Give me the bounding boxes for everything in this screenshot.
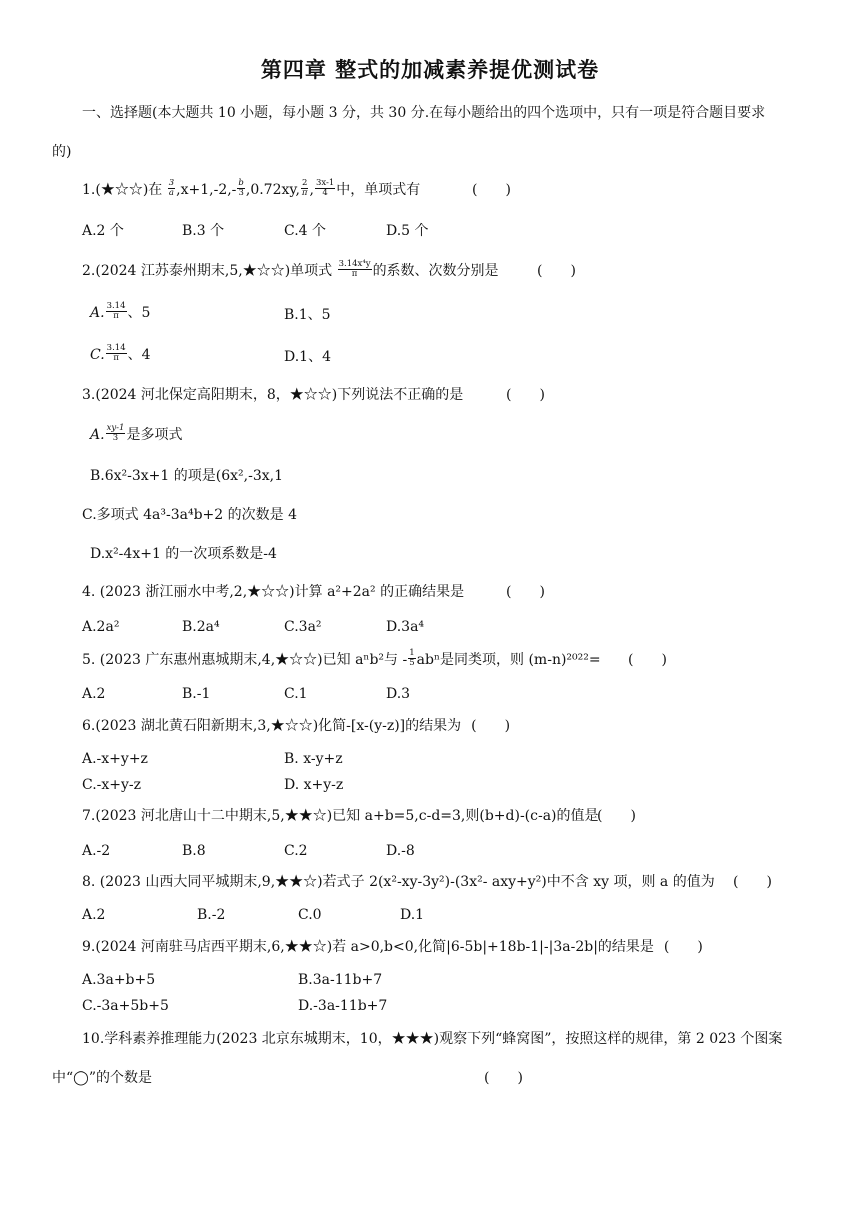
question-1-stem bbox=[82, 177, 421, 200]
q1-text-4: , bbox=[309, 182, 314, 198]
q5-option-c: C.1 bbox=[284, 686, 308, 702]
q1-option-c: C.4 个 bbox=[284, 223, 327, 239]
question-7-stem: 7.(2023 河北唐山十二中期末,5,★★☆)已知 a+b=5,c-d=3,则(b+d)-(c-a)的值是 bbox=[82, 808, 599, 824]
q8-answer-paren: ( ) bbox=[733, 874, 772, 890]
q7-option-b: B.8 bbox=[182, 843, 206, 859]
q4-option-c: C.3a² bbox=[284, 619, 322, 635]
question-2-stem bbox=[82, 258, 499, 281]
q1-fraction-2: $\frac{b}{3}$ bbox=[238, 177, 244, 198]
q5-fraction: $\frac{1}{5}$ bbox=[409, 647, 415, 668]
q2-option-c: C. $\frac{3.14}{\pi}$ 、4 bbox=[90, 342, 151, 363]
q1-fraction-3: $\frac{2}{\pi}$ bbox=[301, 177, 308, 198]
q4-option-a: A.2a² bbox=[82, 619, 120, 635]
question-8-stem: 8. (2023 山西大同平城期末,9,★★☆)若式子 2(x²-xy-3y²)-(3x²- axy+y²)中不含 xy 项，则 a 的值为 bbox=[82, 874, 715, 890]
q6-option-a: A.-x+y+z bbox=[82, 751, 148, 767]
q9-option-b: B.3a-11b+7 bbox=[298, 972, 383, 988]
question-5-stem bbox=[82, 647, 601, 670]
q2-suffix: 的系数、次数分别是 bbox=[372, 263, 499, 279]
question-4-stem: 4. (2023 浙江丽水中考,2,★☆☆)计算 a²+2a² 的正确结果是 bbox=[82, 584, 465, 600]
question-6-stem: 6.(2023 湖北黄石阳新期末,3,★☆☆)化简-[x-(y-z)]的结果为 ( ) bbox=[82, 718, 511, 734]
q6-option-b: B. x-y+z bbox=[284, 751, 343, 767]
section-header-line2: 的) bbox=[52, 144, 72, 160]
q5-suffix: abⁿ是同类项，则 (m-n)²⁰²²= bbox=[416, 652, 601, 668]
q7-answer-paren: ( ) bbox=[597, 808, 636, 824]
q8-option-d: D.1 bbox=[400, 907, 425, 923]
q3-option-b: B.6x²-3x+1 的项是(6x²,-3x,1 bbox=[90, 468, 283, 484]
q5-prefix: 5. (2023 广东惠州惠城期末,4,★☆☆)已知 aⁿb²与 - bbox=[82, 652, 408, 668]
q9-answer-paren: ( ) bbox=[663, 939, 703, 955]
q4-answer-paren: ( ) bbox=[506, 584, 545, 600]
q3-option-a: A. $\frac{xy-1}{3}$ 是多项式 bbox=[90, 422, 183, 443]
q3-answer-paren: ( ) bbox=[506, 387, 545, 403]
q1-suffix: 中，单项式有 bbox=[336, 182, 421, 198]
q8-option-a: A.2 bbox=[82, 907, 106, 923]
q3-option-d: D.x²-4x+1 的一次项系数是-4 bbox=[90, 546, 277, 562]
question-10-stem-line2: 中“◯”的个数是 bbox=[52, 1070, 152, 1086]
section-header-line1: 一、选择题(本大题共 10 小题，每小题 3 分，共 30 分.在每小题给出的四个选项中，只有一项是符合题目要求 bbox=[82, 105, 766, 121]
q2-answer-paren: ( ) bbox=[537, 263, 576, 279]
q7-option-c: C.2 bbox=[284, 843, 308, 859]
q5-option-b: B.-1 bbox=[182, 686, 211, 702]
q5-answer-paren: ( ) bbox=[628, 652, 667, 668]
page-title: 第四章 整式的加减素养提优测试卷 bbox=[260, 58, 600, 82]
q8-option-c: C.0 bbox=[298, 907, 322, 923]
q8-option-b: B.-2 bbox=[197, 907, 226, 923]
q7-option-d: D.-8 bbox=[386, 843, 415, 859]
q1-option-d: D.5 个 bbox=[386, 223, 429, 239]
q1-option-a: A.2 个 bbox=[82, 223, 124, 239]
q7-option-a: A.-2 bbox=[82, 843, 111, 859]
q2-option-b: B.1、5 bbox=[284, 307, 331, 323]
q5-option-a: A.2 bbox=[82, 686, 106, 702]
q6-answer-paren: ( ) bbox=[471, 718, 511, 734]
q1-fraction-1: $\frac{3}{a}$ bbox=[168, 177, 175, 198]
q5-option-d: D.3 bbox=[386, 686, 411, 702]
q9-option-a: A.3a+b+5 bbox=[82, 972, 156, 988]
q1-fraction-4: $\frac{3x-1}{4}$ bbox=[315, 177, 335, 198]
q10-answer-paren: ( ) bbox=[484, 1070, 523, 1086]
question-9-stem: 9.(2024 河南驻马店西平期末,6,★★☆)若 a>0,b<0,化简|6-5b|+18b-1|-|3a-2b|的结果是 ( ) bbox=[82, 939, 703, 955]
question-3-stem: 3.(2024 河北保定高阳期末，8，★☆☆)下列说法不正确的是 bbox=[82, 387, 464, 403]
q2-prefix: 2.(2024 江苏泰州期末,5,★☆☆)单项式 bbox=[82, 263, 333, 279]
q6-option-d: D. x+y-z bbox=[284, 777, 344, 793]
question-10-stem-line1: 10.学科素养推理能力(2023 北京东城期末，10，★★★)观察下列“蜂窝图”，按照这样的规律，第 2 023 个图案 bbox=[82, 1031, 783, 1047]
q1-prefix: 1.(★☆☆)在 bbox=[82, 182, 163, 198]
q2-option-a: A. $\frac{3.14}{\pi}$ 、5 bbox=[90, 300, 151, 321]
q4-option-b: B.2a⁴ bbox=[182, 619, 220, 635]
q1-text-3: ,0.72xy, bbox=[245, 182, 300, 198]
q1-option-b: B.3 个 bbox=[182, 223, 225, 239]
q9-option-c: C.-3a+5b+5 bbox=[82, 998, 169, 1014]
q2-fraction: $\frac{\text{3.14x⁴y}}{\pi}$ bbox=[338, 258, 371, 279]
q1-answer-paren: ( ) bbox=[472, 182, 511, 198]
q3-option-c: C.多项式 4a³-3a⁴b+2 的次数是 4 bbox=[82, 507, 297, 523]
q2-option-d: D.1、4 bbox=[284, 349, 331, 365]
q9-option-d: D.-3a-11b+7 bbox=[298, 998, 388, 1014]
q4-option-d: D.3a⁴ bbox=[386, 619, 425, 635]
q1-text-2: ,x+1,-2,- bbox=[176, 182, 237, 198]
q6-option-c: C.-x+y-z bbox=[82, 777, 142, 793]
